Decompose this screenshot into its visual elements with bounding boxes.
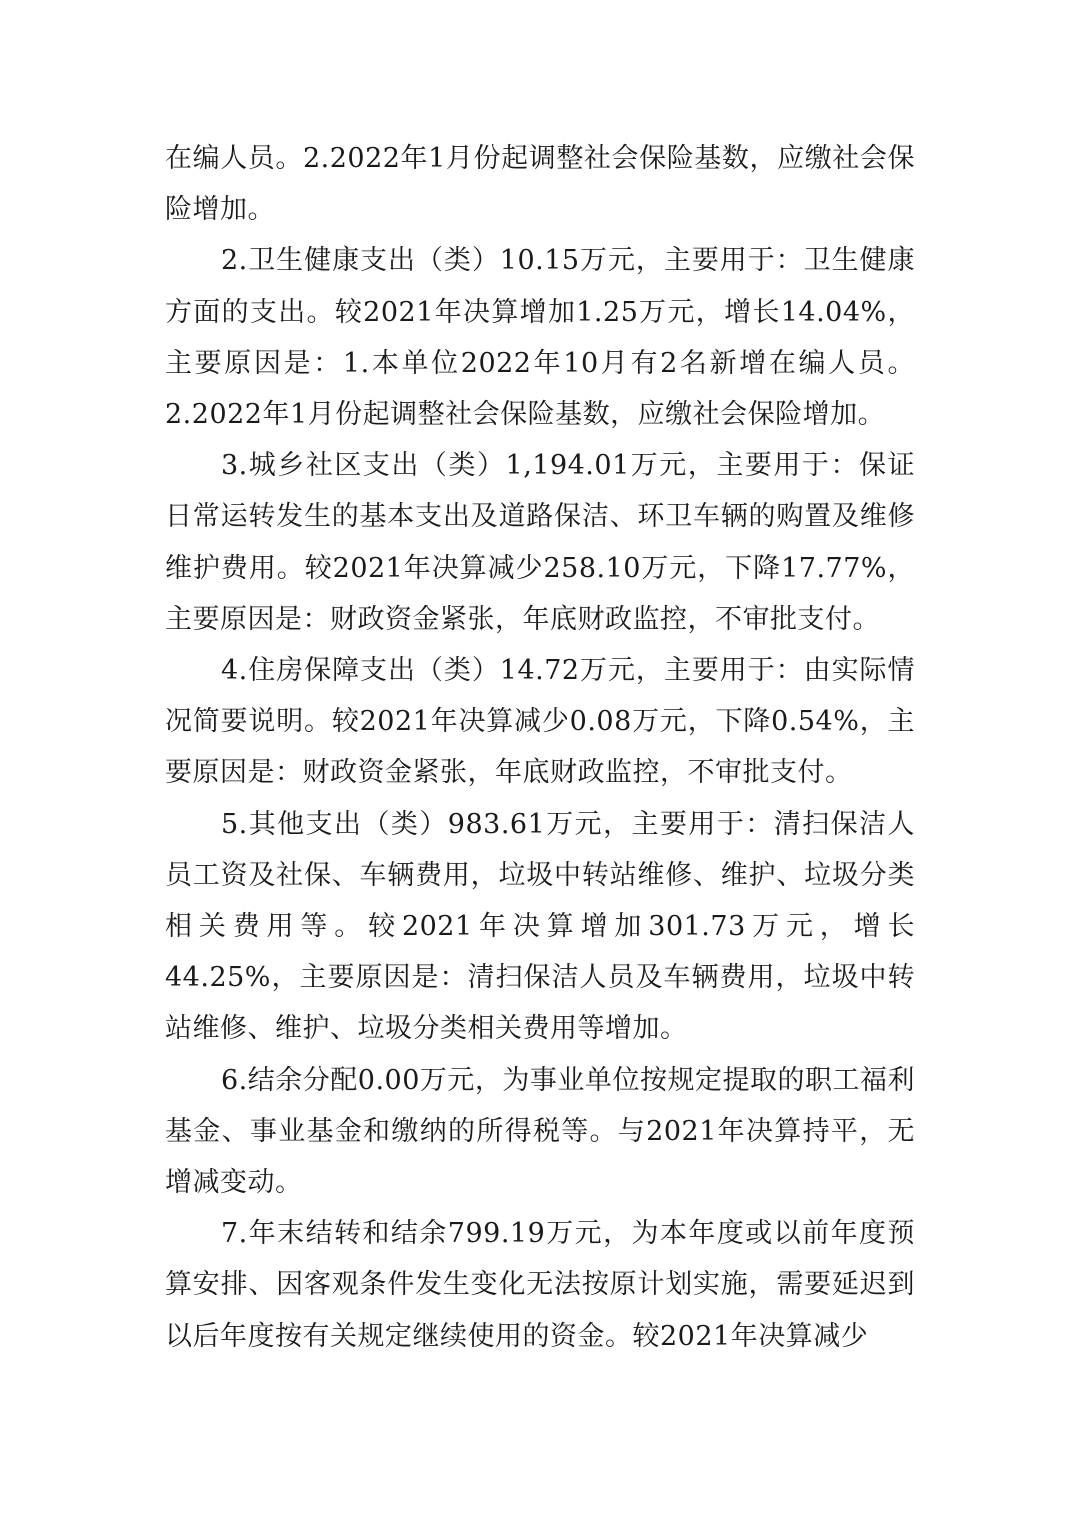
paragraph-health-expenditure: 2.卫生健康支出（类）10.15万元，主要用于：卫生健康方面的支出。较2021年决算增加1.25万元，增长14.04%，主要原因是：1.本单位2022年10月有2名新增在编人员。2.2022年1月份起调整社会保险基数，应缴社会保险增加。 xyxy=(165,245,915,431)
paragraph-housing-security-expenditure: 4.住房保障支出（类）14.72万元，主要用于：由实际情况简要说明。较2021年决算减少0.08万元，下降0.54%，主要原因是：财政资金紧张，年底财政监控，不审批支付。 xyxy=(165,655,915,789)
paragraph-urban-rural-community-expenditure: 3.城乡社区支出（类）1,194.01万元，主要用于：保证日常运转发生的基本支出及道路保洁、环卫车辆的购置及维修维护费用。较2021年决算减少258.10万元，下降17.77%，主要原因是：财政资金紧张，年底财政监控，不审批支付。 xyxy=(165,450,915,635)
document-body xyxy=(165,133,915,1362)
paragraph-other-expenditure: 5.其他支出（类）983.61万元，主要用于：清扫保洁人员工资及社保、车辆费用，垃圾中转站维修、维护、垃圾分类相关费用等。较2021年决算增加301.73万元，增长44.25%，主要原因是：清扫保洁人员及车辆费用，垃圾中转站维修、维护、垃圾分类相关费用等增加。 xyxy=(165,808,915,1045)
paragraph-continuation: 在编人员。2.2022年1月份起调整社会保险基数，应缴社会保险增加。 xyxy=(165,143,915,226)
paragraph-year-end-carryover: 7.年末结转和结余799.19万元，为本年度或以前年度预算安排、因客观条件发生变化无法按原计划实施，需要延迟到以后年度按有关规定继续使用的资金。较2021年决算减少 xyxy=(165,1218,915,1352)
paragraph-surplus-distribution: 6.结余分配0.00万元，为事业单位按规定提取的职工福利基金、事业基金和缴纳的所得税等。与2021年决算持平，无增减变动。 xyxy=(165,1064,915,1199)
